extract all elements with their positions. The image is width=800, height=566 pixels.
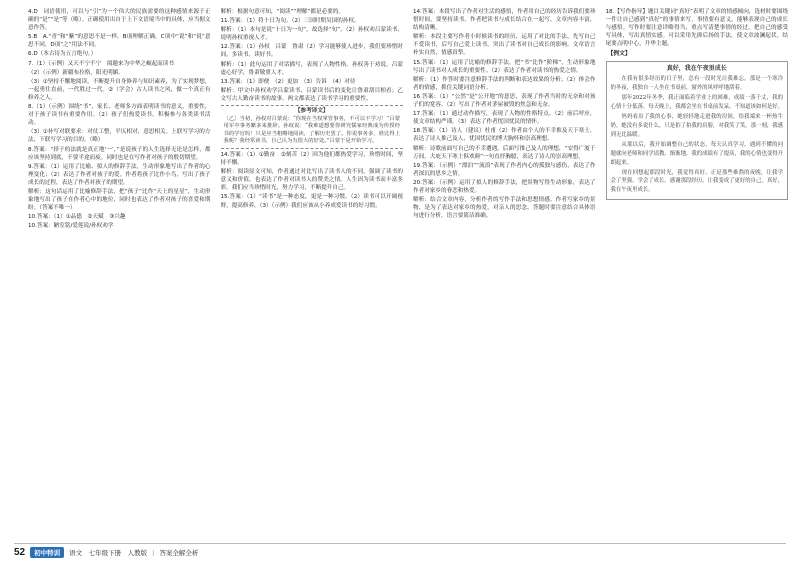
answer-paragraph: （3）①补写对联要求：对仗工整，平仄相对，意思相关。上联写学习的方法，下联写学习的目的。（略） bbox=[28, 129, 211, 144]
edition-label: 语文 七年级下册 人教版 bbox=[69, 549, 148, 557]
answer-paragraph: 解析：（1）本句是说“十日为一旬”，故选择“旬”。（2）孙权劝吕蒙读书，说明孙权重视人才。 bbox=[220, 27, 403, 42]
text-columns bbox=[28, 8, 788, 538]
answer-paragraph: 10.答案：陋室铭/爱莲说/孙权劝学 bbox=[28, 223, 114, 230]
answer-paragraph: 8.答案：“择于的法就是真正地‘一’，”是说孩子的人生选择无论是怎样，都应该坚持到底，不要半途而废。同时也是在写作者对孩子的殷切期望。 bbox=[28, 146, 211, 161]
answer-paragraph: （2）（示例）新疆布拉格，阳光明媚。 bbox=[28, 69, 124, 76]
answer-paragraph: 18.【写作指导】题目关键词“真好”表明了文章的情感倾向，选材时要围绕一件让自己感到“真好”的事情来写，事情要有意义，能够表现自己的成长与感悟。写作时要注意详略得当，重点写清楚事情的经过，把自己的感受写具体，写出真情实感。可以采用先抑后扬的手法，使文章波澜起伏。结尾要点明中心，升华主题。 bbox=[605, 9, 788, 48]
essay-body bbox=[611, 75, 784, 195]
answer-paragraph: 17.答案：（1）通过动作描写，表现了人物的性格特点。（2）前后呼应，使文章结构严谨。（3）表达了作者忧国忧民的情怀。 bbox=[413, 111, 596, 126]
column-4 bbox=[606, 8, 789, 538]
answer-paragraph: 6.D（本古诗为五言绝句。） bbox=[28, 51, 97, 58]
answer-paragraph: 15.答案：（1）“读书”是一种态度，更是一种习惯。（2）读书可以开阔视野，提高修养。（3）（示例）我们应该从小养成爱读书的好习惯。 bbox=[220, 194, 403, 209]
answer-paragraph: 8.（1）（示例）围绕“书”，家长、老师多方面表明读书的意义，重要性，对于孩子读书有重要作用。（2）孩子们热爱读书，积极参与各类读书活动。 bbox=[28, 104, 211, 127]
essay-paragraph: 妈妈看出了我的心事，她轻轻地走进我的房间，给我端来一杯热牛奶。她没有多说什么，只是拍了拍我的肩膀，对我笑了笑。那一刻，我感到无比温暖。 bbox=[610, 114, 784, 138]
answer-paragraph: 14.答案：本段写出了作者对生活的感悟，作者用自己的经历告诉我们要珍惜时间，要坚持读书。作者把读书与成长结合在一起写，文章内容丰富，结构清晰。 bbox=[413, 9, 596, 32]
answer-paragraph: 5.B A.“青”和“紫”的意思不是一样，B项理解正确。C项中“说”和“说”意思不同。D项“之”用法不同。 bbox=[28, 34, 211, 49]
example-essay bbox=[606, 61, 789, 201]
example-heading: 【例文】 bbox=[607, 51, 631, 58]
page-number: 52 bbox=[14, 547, 26, 558]
essay-paragraph: 在我有很多经历的日子里，总有一段时光让我难忘。那是一个寒冷的冬夜，我独自一人坐在书桌前，窗外的风呼呼地刮着。 bbox=[610, 76, 783, 92]
answer-paragraph: 7.（1）（示例）又天不宁不宁 阅题来为中华之崛起而读书 bbox=[28, 60, 174, 67]
footer-separator: | bbox=[152, 548, 155, 557]
page-footer bbox=[14, 547, 198, 558]
answer-paragraph: 20.答案：（示例）运用了拟人的修辞手法，把景物写得生动形象，表达了作者对家乡的眷恋和热爱。 bbox=[413, 179, 596, 194]
reference-title: 【参考译文】 bbox=[294, 108, 329, 115]
answer-paragraph: 10.答案：（1）①品德 ②天赋 ③兴趣 bbox=[28, 214, 126, 221]
column-1 bbox=[28, 8, 211, 538]
answer-paragraph: 12.答案：（1）孙权 吕蒙 鲁肃（2）学习能够使人进步，我们要珍惜时间，多读书，读好书。 bbox=[220, 44, 403, 59]
answer-paragraph: 解析：这句话运用了比喻修辞手法，把“孩子”比作“天上的星星”，生动形象地写出了孩子在作者心中的地位，同时也表达了作者对孩子的喜爱和期盼。（答案不唯一） bbox=[28, 188, 211, 212]
reference-text: 〔乙〕当初，孙权对吕蒙说：“你现在当权掌管事务，不可以不学习！”吕蒙用军中事务繁多来推辞。孙权说：“我难道想要你研究儒家经典成为传授经书的学官吗！只是应当粗略地阅读，了解历史罢了。你说事务多，谁比得上我呢？我经常读书，自己认为有很大的好处。”吕蒙于是开始学习。 bbox=[223, 115, 400, 145]
answer-paragraph: 解析：（1）此句运用了对话描写，表现了人物性格。孙权善于劝说，吕蒙虚心好学，鲁肃敬重人才。 bbox=[220, 61, 403, 76]
answer-paragraph: 解析：结合文章内容，分析作者的写作手法和思想情感。作者写家乡的景物，是为了表达对家乡的热爱，对亲人的思念。答题时要注意结合具体语句进行分析，语言要简洁准确。 bbox=[413, 197, 596, 220]
answer-paragraph: 4.D 词语使用，可以与“引”为一个伟大的民族需要的这种感情来源于正确的“是”“是”等（略）。正确使用出自于上下文语境当中的具体，应当据文意作答。 bbox=[28, 9, 211, 32]
answer-paragraph: 解析：（1）作答时要注意修辞手法的判断和表达效果的分析；（2）体会作者的情感，抓住关键词语分析。 bbox=[413, 76, 596, 91]
column-4-text bbox=[606, 8, 789, 59]
essay-paragraph: 现在回想起那段时光，我觉得真好。正是那些难熬的夜晚，让我学会了坚强，学会了成长。感谢那段经历，让我变成了更好的自己。真好，我在午夜里成长。 bbox=[610, 169, 784, 194]
answer-paragraph: 16.答案：（1）“公然”是“公开地”的意思，表现了作者当时的无奈和对孩子们的宽容。（2）写出了作者对茅屋被毁的焦急和无奈。 bbox=[413, 93, 596, 109]
essay-paragraph: 那年2022年冬季，我正面临着学业上的困难，成绩一落千丈，我的心情十分低落。每天晚上，我都会坐在书桌前发呆，不知道该如何是好。 bbox=[610, 95, 784, 111]
essay-title: 真好，我在午夜里成长 bbox=[666, 64, 727, 72]
column-2 bbox=[221, 8, 404, 538]
answer-paragraph: 15.答案：（1）运用了比喻的修辞手法，把“书”比作“阶梯”，生动形象地写出了读书对人成长的重要性。（2）表达了作者对读书的热爱之情。 bbox=[413, 59, 596, 74]
answer-paragraph: 13.答案：（1）即便 （2）更加 （3）告诉 （4）对待 bbox=[220, 78, 356, 85]
answer-paragraph: 解析：阅读原文可知，作者通过对比写出了读书人的不同，强调了读书的意义和价值，也表达了作者对读书人的赞美之情。人生因为读书而丰富多彩，我们应当珍惜时光，努力学习，不断提升自己。 bbox=[220, 169, 403, 192]
answer-paragraph: 11.答案：（1）将十日为旬。（2）三国时期吴国的孙权。 bbox=[220, 18, 360, 25]
answer-paragraph: 解析：本段主要写作者小时候读书的经历，运用了对比的手法，先写自己不爱读书，后写自己爱上读书，突出了读书对自己成长的影响。文章语言朴实自然，情感真挚。 bbox=[413, 34, 596, 57]
answer-paragraph: （3）①坚持不懈地阅读，不断提升自身修养与知识素养，为了实现梦想，一起勇往直前，一代胜过一代。②（学会）古人读书之风，做一个真正有修养之人。 bbox=[28, 78, 211, 101]
answer-paragraph: 18.答案：（1）诗人（建议）杜甫（2）作者由个人的不幸推及天下寒士，表达了诗人推己及人、忧国忧民的博大胸怀和崇高理想。 bbox=[413, 128, 596, 143]
answer-paragraph: 解析：诗歌前面写自己的不幸遭遇，后面写推己及人的理想，“安得广厦千万间，大庇天下寒士俱欢颜”一句直抒胸臆，表达了诗人的崇高理想。 bbox=[413, 145, 596, 160]
answer-paragraph: 19.答案：（示例）“漂泊”“流浪”表现了作者内心的孤独与感伤，表达了作者深沉的思乡之情。 bbox=[413, 162, 596, 177]
answer-paragraph: 解析：甲文中孙权劝学吕蒙读书，吕蒙读书后的变化让鲁肃刮目相看；乙文写古人勤奋读书的故事。两文都表达了读书学习的重要性。 bbox=[220, 87, 403, 102]
footer-divider bbox=[14, 543, 786, 544]
essay-paragraph: 从那以后，我开始调整自己的状态，每天认真学习，遇到不懂的问题就向老师和同学请教。渐渐地，我的成绩有了提高，我的心情也变得开朗起来。 bbox=[610, 141, 784, 166]
answer-paragraph: 9.答案：（1）运用了比喻、拟人的修辞手法，生动形象地写出了作者的心理变化；（2）表达了作者对孩子的爱。作者将孩子比作小鸟，写出了孩子成长的过程，表达了作者对孩子的期望。 bbox=[28, 163, 211, 186]
column-3 bbox=[413, 8, 596, 538]
answer-paragraph: 解析：根据句意可知，“阅读”“理解”都是必要的。 bbox=[220, 9, 344, 15]
answer-paragraph: 14.答案：（1）①勤奋 ②刻苦（2）因为他们都热爱学习，珍惜时间，坚持不懈。 bbox=[220, 152, 403, 167]
brand-badge: 初中特训 bbox=[30, 547, 64, 558]
section-label: 答案全解全析 bbox=[159, 549, 199, 557]
reference-translation bbox=[221, 105, 404, 149]
